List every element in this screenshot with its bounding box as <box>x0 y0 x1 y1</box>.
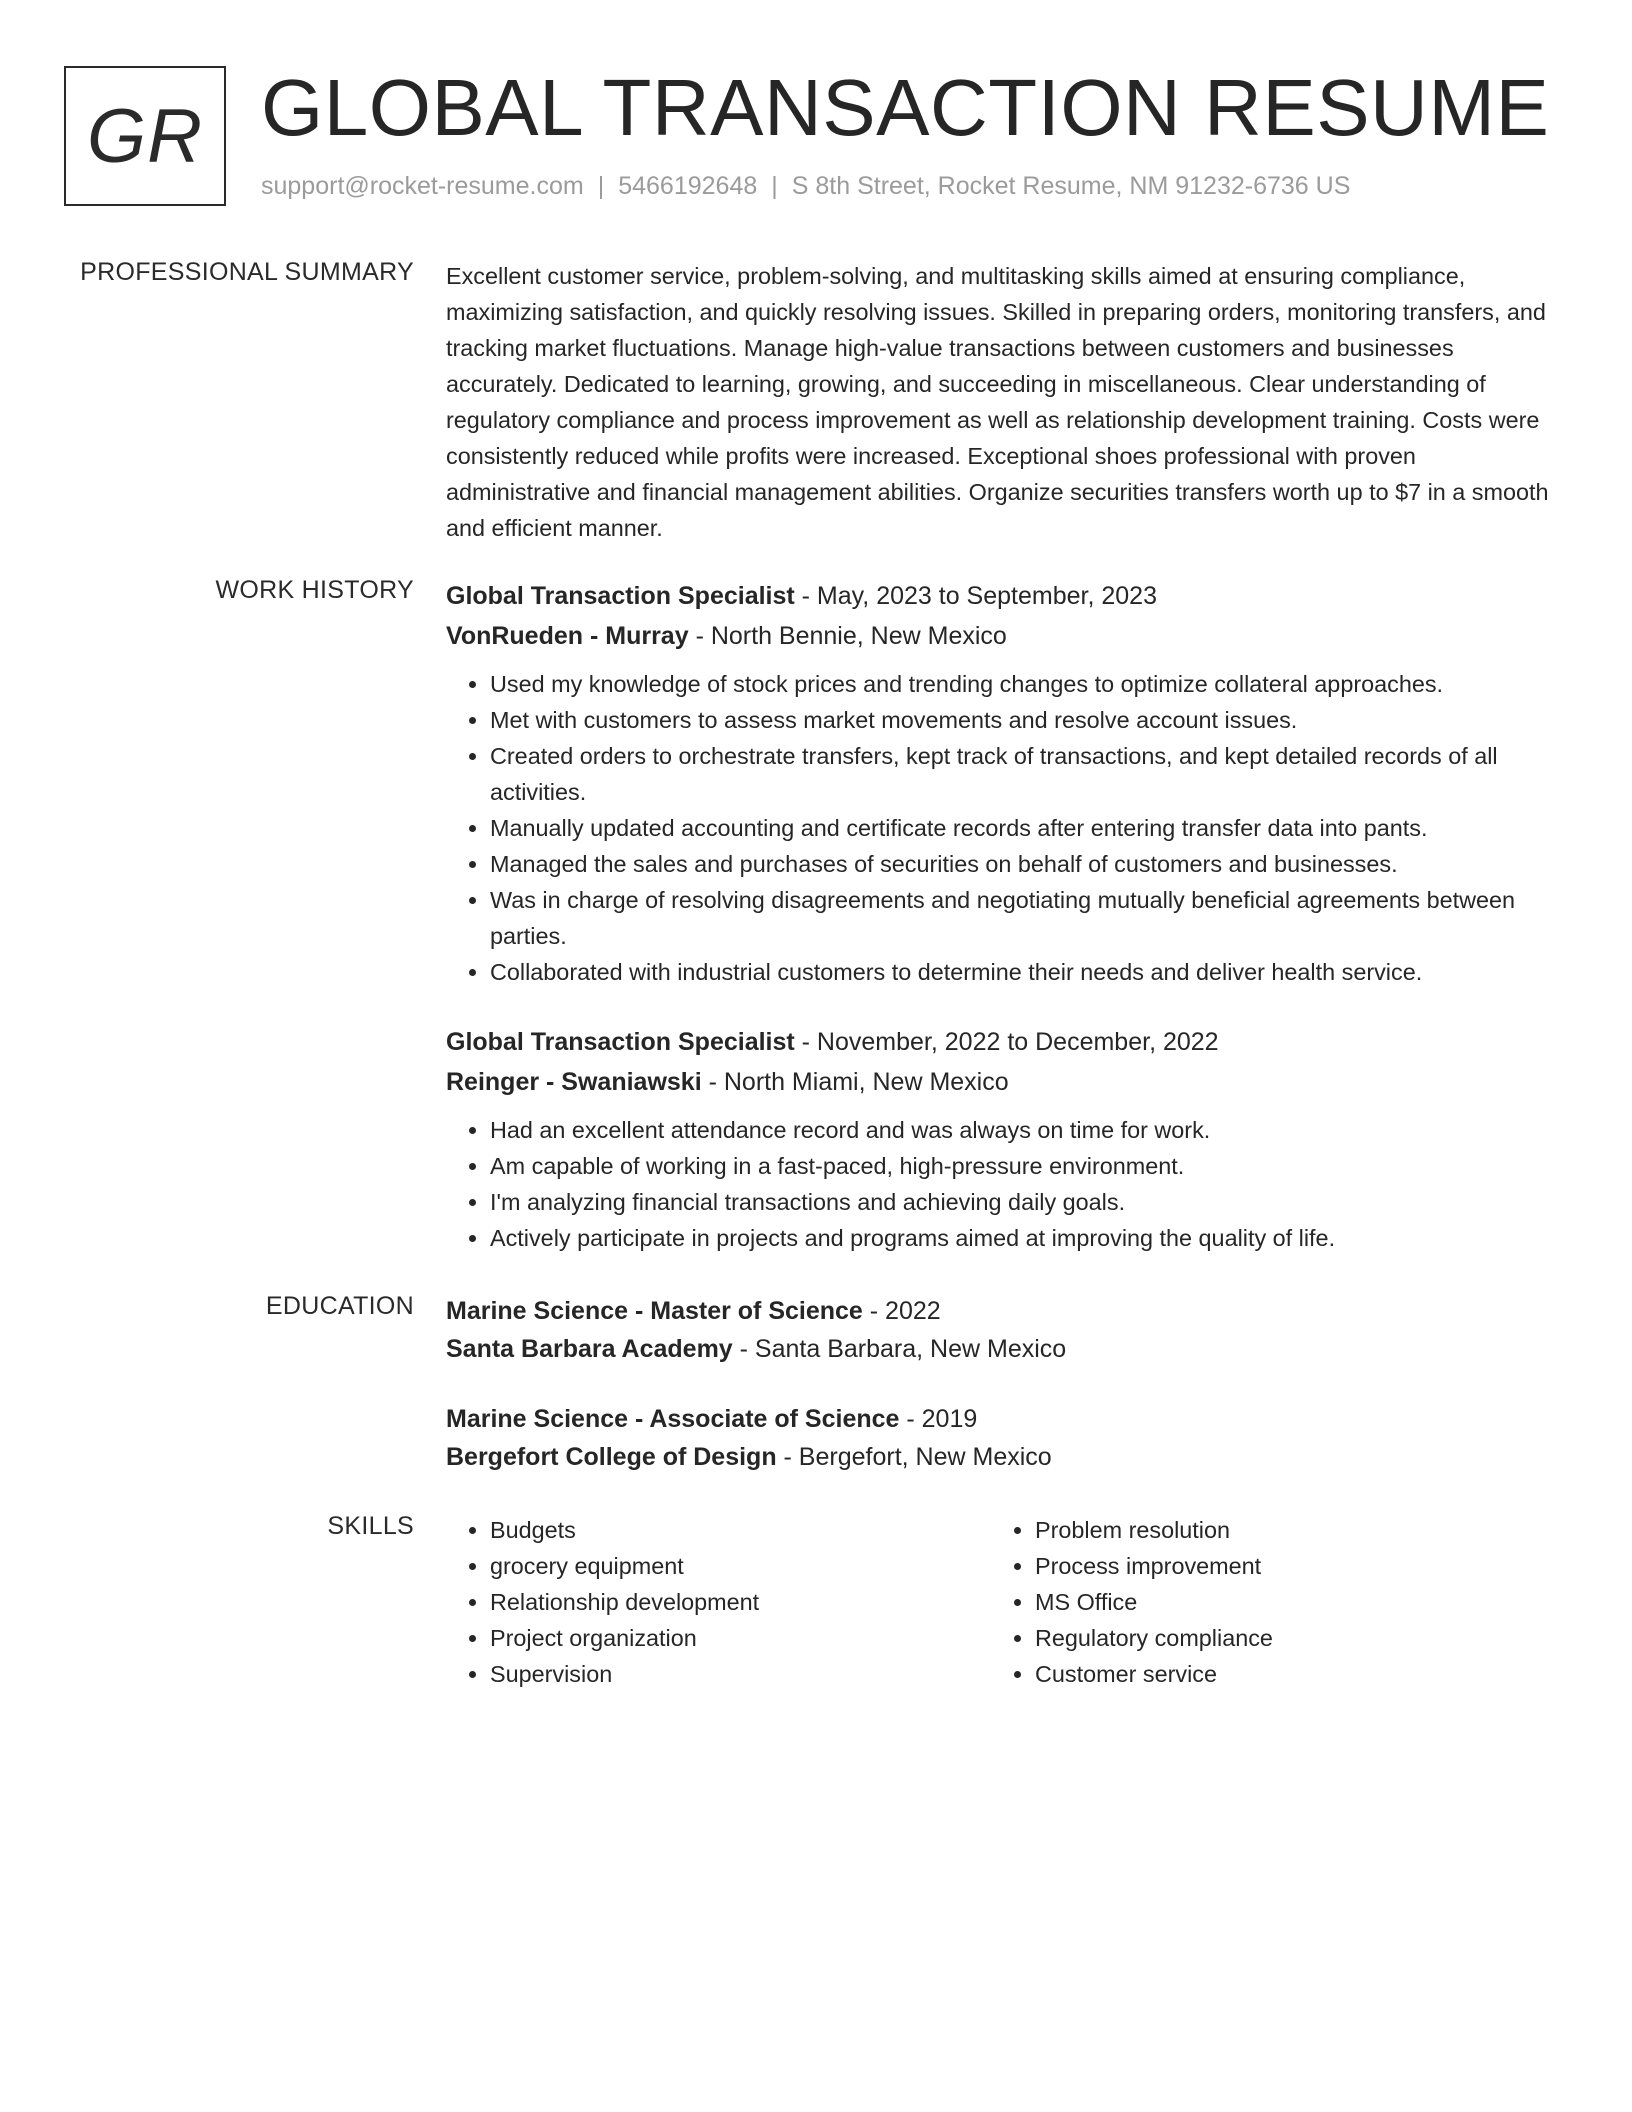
education-label: EDUCATION <box>265 1292 414 1320</box>
education-entry <box>446 1292 1566 1368</box>
job-title-line <box>446 1022 1566 1062</box>
resume-header <box>64 63 1564 210</box>
skill-item: • Regulatory compliance <box>1035 1620 1273 1656</box>
education-body <box>446 1292 1566 1476</box>
job-bullet: • Actively participate in projects and programs aimed at improving the quality of life. <box>490 1220 1566 1256</box>
education-entry <box>446 1400 1566 1476</box>
job-bullets <box>446 1112 1566 1256</box>
work-history-body <box>446 576 1566 1256</box>
education-school-line <box>446 1438 1566 1476</box>
job-location: - North Miami, New Mexico <box>701 1068 1009 1096</box>
skills-body <box>446 1512 1566 1712</box>
education-school-line <box>446 1330 1566 1368</box>
address-text: S 8th Street, Rocket Resume, NM 91232-6736 US <box>791 172 1351 200</box>
education-location: - Santa Barbara, New Mexico <box>732 1335 1067 1363</box>
job-bullet: • Was in charge of resolving disagreements and negotiating mutually beneficial agreements between parties. <box>490 882 1566 954</box>
email-text: support@rocket-resume.com <box>261 172 584 200</box>
skill-item: • Problem resolution <box>1035 1512 1273 1548</box>
skills-list-left <box>446 1512 759 1692</box>
education-year: - 2019 <box>899 1405 978 1433</box>
job-bullet: • Used my knowledge of stock prices and trending changes to optimize collateral approaches. <box>490 666 1566 702</box>
contact-separator: | <box>771 172 778 200</box>
summary-text: Excellent customer service, problem-solving, and multitasking skills aimed at ensuring compliance, maximizing satisfaction, and quickly resolving issues. Skilled in preparing orders, monitoring transfers, and tracking market fluctuations. Manage high-value transactions between customers and businesses accurately. Dedicated to learning, growing, and succeeding in miscellaneous. Clear understanding of regulatory compliance and process improvement as well as relationship development training. Costs were consistently reduced while profits were increased. Exceptional shoes professional with proven administrative and financial management abilities. Organize securities transfers worth up to $7 in a smooth and efficient manner. <box>446 263 1549 541</box>
job-entry <box>446 576 1566 990</box>
education-degree-line <box>446 1292 1566 1330</box>
skills-list-right <box>991 1512 1273 1692</box>
job-bullet: • Managed the sales and purchases of securities on behalf of customers and businesses. <box>490 846 1566 882</box>
job-bullet: • Had an excellent attendance record and was always on time for work. <box>490 1112 1566 1148</box>
education-degree: Marine Science - Associate of Science <box>446 1405 900 1433</box>
education-degree: Marine Science - Master of Science <box>446 1297 863 1325</box>
job-dates: - November, 2022 to December, 2022 <box>794 1028 1219 1056</box>
education-school: Santa Barbara Academy <box>446 1335 733 1363</box>
contact-separator: | <box>597 172 605 200</box>
job-bullet: • Am capable of working in a fast-paced, high-pressure environment. <box>490 1148 1566 1184</box>
contact-line <box>261 172 1350 201</box>
phone-text: 5466192648 <box>618 172 758 200</box>
monogram-box: GR <box>64 66 226 206</box>
summary-body <box>446 258 1566 546</box>
skill-item: • Supervision <box>490 1656 759 1692</box>
job-bullet: • Created orders to orchestrate transfers, kept track of transactions, and kept detailed records of all activities. <box>490 738 1566 810</box>
work-history-label: WORK HISTORY <box>215 576 414 604</box>
skill-item: • Customer service <box>1035 1656 1273 1692</box>
skill-item: • Project organization <box>490 1620 759 1656</box>
job-dates: - May, 2023 to September, 2023 <box>794 582 1157 610</box>
job-company-line <box>446 1062 1566 1102</box>
summary-label: PROFESSIONAL SUMMARY <box>80 258 414 286</box>
job-company-line <box>446 616 1566 656</box>
education-location: - Bergefort, New Mexico <box>776 1443 1052 1471</box>
job-company: VonRueden - Murray <box>446 622 689 650</box>
education-degree-line <box>446 1400 1566 1438</box>
job-title-line <box>446 576 1566 616</box>
job-title: Global Transaction Specialist <box>446 1028 795 1056</box>
education-school: Bergefort College of Design <box>446 1443 777 1471</box>
job-location: - North Bennie, New Mexico <box>688 622 1007 650</box>
job-bullet: • Collaborated with industrial customers to determine their needs and deliver health service. <box>490 954 1566 990</box>
job-entry <box>446 1022 1566 1256</box>
education-year: - 2022 <box>862 1297 941 1325</box>
skill-item: • Process improvement <box>1035 1548 1273 1584</box>
skills-label: SKILLS <box>327 1512 414 1540</box>
job-bullet: • Manually updated accounting and certificate records after entering transfer data into pants. <box>490 810 1566 846</box>
job-bullet: • Met with customers to assess market movements and resolve account issues. <box>490 702 1566 738</box>
skill-item: • Relationship development <box>490 1584 759 1620</box>
skill-item: • grocery equipment <box>490 1548 759 1584</box>
job-bullet: • I'm analyzing financial transactions and achieving daily goals. <box>490 1184 1566 1220</box>
skill-item: • Budgets <box>490 1512 759 1548</box>
resume-title: GLOBAL TRANSACTION RESUME <box>261 63 1550 152</box>
job-bullets <box>446 666 1566 990</box>
job-company: Reinger - Swaniawski <box>446 1068 702 1096</box>
skill-item: • MS Office <box>1035 1584 1273 1620</box>
job-title: Global Transaction Specialist <box>446 582 795 610</box>
